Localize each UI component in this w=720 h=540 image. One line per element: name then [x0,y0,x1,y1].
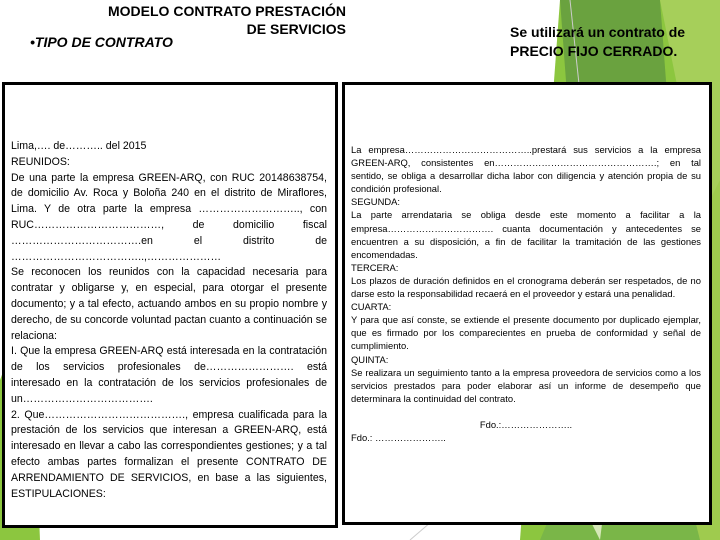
clause-1-paragraph: I. Que la empresa GREEN-ARQ está interesada en la contratación de los servicios profesionales de……………………. está interesado en la contratación de los servicios profesionales de un………………………………. [11,345,327,405]
signature-line-2: Fdo.: ………………….. [351,431,446,443]
capacity-paragraph: Se reconocen los reunidos con la capacidad necesaria para contratar y obligarse y, en especial, para otorgar el presente documento; y a tal efecto, actuando ambos en su propio nombre y derecho, de su concorde voluntad pactan cuanto a continuación se relaciona: [11,266,327,342]
contract-text-box-right [342,82,712,525]
clause-2-paragraph: 2. Que…………………………………., empresa cualificada para la prestación de los servicios que interesan a GREEN-ARQ, está interesado en llevar a cabo las correspondientes gestiones; y a tal efecto ambas partes formalizan el presente CONTRATO DE ARRENDAMIENTO DE SERVICIOS, en base a las siguientes, ESTIPULACIONES: [11,408,327,500]
contract-text-box-left [2,82,338,528]
contract-type-summary: Se utilizará un contrato de PRECIO FIJO CERRADO. [510,24,686,59]
segunda-heading: SEGUNDA: [351,196,400,208]
cuarta-paragraph: Y para que así conste, se extiende el presente documento por duplicado ejemplar, que es firmado por los comparecientes en prueba de conformidad y señal de cumplimiento. [351,314,701,352]
cuarta-heading: CUARTA: [351,301,392,313]
quinta-heading: QUINTA: [351,353,389,365]
contract-type-label: •TIPO DE CONTRATO [30,34,173,50]
segunda-paragraph: La parte arrendataria se obliga desde este momento a facilitar a la empresa……………………………. cuanta documentación y antecedentes se encuentren a su disposición, a fin de facilitar la tramitación de las gestiones encomendadas. [351,209,701,260]
tercera-heading: TERCERA: [351,261,399,273]
date-line: Lima,…. de……….. del 2015 [11,140,147,152]
parties-paragraph: De una parte la empresa GREEN-ARQ, con RUC 20148638754, de domicilio Av. Roca y Boloña 240 en el distrito de Miraflores, Lima. Y de otra parte la empresa ……………………….., con RUC………………………………, de domicilio fiscal ……………………………….en el distrito de ………………………………..,………………… [11,171,327,263]
page-title: MODELO CONTRATO PRESTACIÓN DE SERVICIOS [108,3,346,37]
tercera-paragraph: Los plazos de duración definidos en el cronograma deberán ser respetados, de no darse esto la responsabilidad recaerá en el proveedor y estará una penalidad. [351,274,701,300]
quinta-paragraph: Se realizara un seguimiento tanto a la empresa proveedora de servicios como a los servicios prestados para poder elaborar así un informe de desempeño que determinara la continuidad del contrato. [351,366,701,404]
reunidos-heading: REUNIDOS: [11,155,70,168]
signature-line-1: Fdo.:………………….. [479,418,573,430]
primera-paragraph: La empresa…………………………………..prestará sus servicios a la empresa GREEN-ARQ, consistentes en…………………………………………….; en tal sentido, se obliga a desarrollar dicha labor con diligencia y atención propia de su condición profesional. [351,144,701,195]
